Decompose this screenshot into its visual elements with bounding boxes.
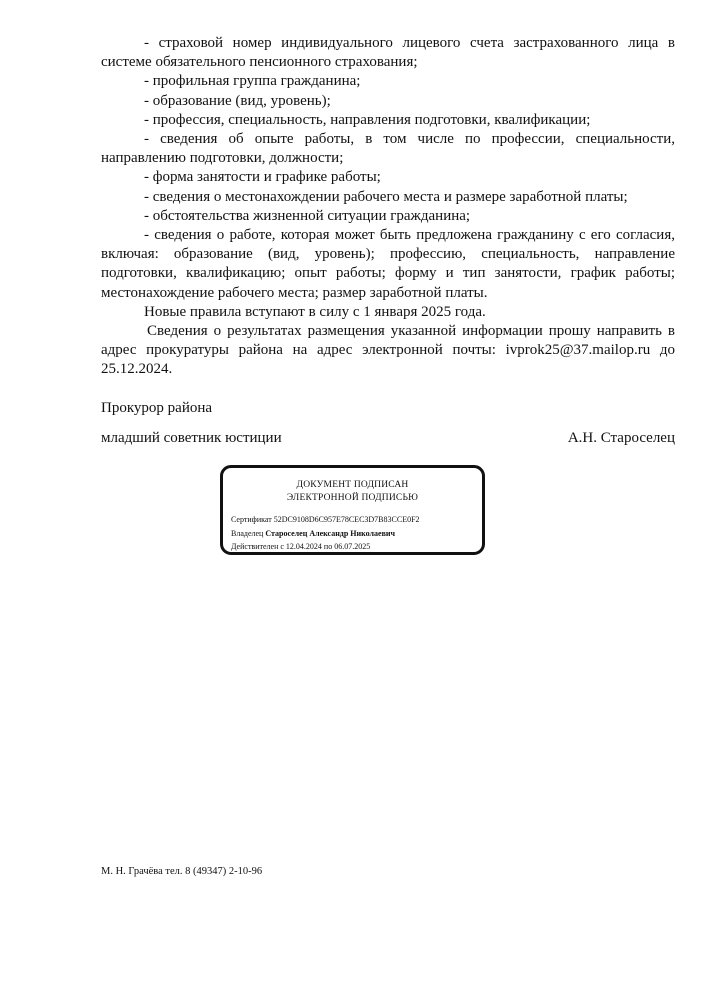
valid-label: Действителен с	[231, 542, 284, 551]
paragraph-workplace-salary: - сведения о местонахождении рабочего места и размере заработной платы;	[144, 188, 628, 205]
stamp-validity	[231, 542, 370, 552]
signatory-rank: младший советник юстиции	[101, 430, 282, 446]
executor-contact: М. Н. Грачёва тел. 8 (49347) 2-10-96	[101, 866, 263, 877]
stamp-heading-line2: ЭЛЕКТРОННОЙ ПОДПИСЬЮ	[286, 493, 419, 503]
paragraph-request: Сведения о результатах размещения указанной информации прошу направить в адрес прокуратуры района на адрес электронной почты: ivprok25@37.mailop.ru до 25.12.2024.	[101, 323, 675, 378]
paragraph-profession: - профессия, специальность, направления подготовки, квалификации;	[144, 111, 591, 128]
paragraph-education: - образование (вид, уровень);	[144, 92, 331, 109]
electronic-signature-stamp	[220, 465, 485, 555]
paragraph-effective-date: Новые правила вступают в силу с 1 января 2025 года.	[144, 303, 486, 320]
valid-to: 06.07.2025	[334, 542, 371, 551]
paragraph-life-situation: - обстоятельства жизненной ситуации гражданина;	[144, 207, 471, 224]
valid-to-label: по	[323, 542, 333, 551]
paragraph-offered-work: - сведения о работе, которая может быть предложена гражданину с его согласия, включая: образование (вид, уровень); профессию, специальность, направление подготовки, квалификацию; опыт работы; форму и тип занятости, график работы; местонахождение рабочего места; размер заработной платы.	[101, 227, 675, 301]
certificate-label: Сертификат	[231, 515, 272, 524]
stamp-heading	[223, 479, 482, 505]
paragraph-profile-group: - профильная группа гражданина;	[144, 73, 361, 90]
valid-from: 12.04.2024	[285, 542, 322, 551]
letter-body	[101, 34, 675, 380]
owner-value: Староселец Александр Николаевич	[265, 529, 396, 538]
owner-label: Владелец	[231, 529, 264, 538]
stamp-certificate	[231, 515, 420, 525]
stamp-heading-line1: ДОКУМЕНТ ПОДПИСАН	[296, 480, 409, 490]
certificate-value: 52DC9108D6C957E78CEC3D7B83CCE0F2	[273, 515, 420, 524]
paragraph-work-experience: - сведения об опыте работы, в том числе по профессии, специальности, направлению подготовки, должности;	[101, 131, 675, 167]
signatory-name: А.Н. Староселец	[567, 430, 675, 446]
paragraph-employment-form: - форма занятости и графике работы;	[144, 169, 381, 186]
signatory-title: Прокурор района	[101, 400, 213, 416]
stamp-owner	[231, 529, 395, 539]
paragraph-insurance-number: - страховой номер индивидуального лицевого счета застрахованного лица в системе обязательного пенсионного страхования;	[101, 35, 675, 71]
